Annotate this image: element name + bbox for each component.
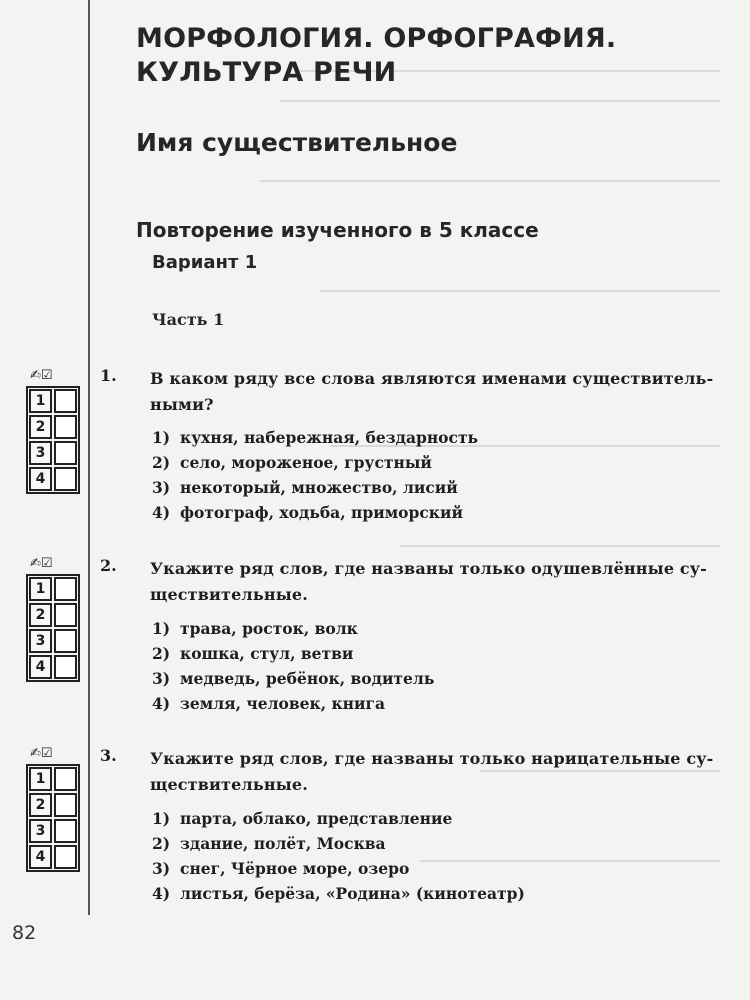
box-number: 3 <box>29 629 52 653</box>
section-title: Имя существительное <box>136 128 458 157</box>
question-number: 1. <box>100 366 117 385</box>
page-number: 82 <box>12 922 37 944</box>
answer-checkbox[interactable] <box>54 793 77 817</box>
question-text: Укажите ряд слов, где названы только нарицательные су-ществительные. <box>150 749 714 794</box>
variant-heading: Вариант 1 <box>152 252 258 273</box>
bleed-through-line <box>280 100 720 102</box>
question-number: 2. <box>100 556 117 575</box>
box-number: 3 <box>29 441 52 465</box>
answer-checkbox[interactable] <box>54 767 77 791</box>
options-list <box>152 806 525 906</box>
answer-checkbox[interactable] <box>54 845 77 869</box>
answer-checkbox[interactable] <box>54 819 77 843</box>
answer-checkbox[interactable] <box>54 655 77 679</box>
answer-grid <box>26 574 80 682</box>
options-list <box>152 616 434 716</box>
answer-checkbox[interactable] <box>54 389 77 413</box>
option: 2) кошка, стул, ветви <box>152 644 354 663</box>
question-text: В каком ряду все слова являются именами существитель-ными? <box>150 369 714 414</box>
box-number: 4 <box>29 467 52 491</box>
answer-checkbox[interactable] <box>54 467 77 491</box>
bleed-through-line <box>260 180 720 182</box>
box-number: 1 <box>29 577 52 601</box>
box-number: 1 <box>29 767 52 791</box>
chapter-title: МОРФОЛОГИЯ. ОРФОГРАФИЯ. КУЛЬТУРА РЕЧИ <box>136 23 617 88</box>
answer-checkbox[interactable] <box>54 577 77 601</box>
options-list <box>152 425 478 525</box>
answer-checkbox[interactable] <box>54 603 77 627</box>
bleed-through-line <box>320 290 720 292</box>
answer-grid <box>26 386 80 494</box>
box-number: 1 <box>29 389 52 413</box>
option: 3) медведь, ребёнок, водитель <box>152 669 435 688</box>
answer-checkbox[interactable] <box>54 441 77 465</box>
option: 1) кухня, набережная, бездарность <box>152 428 479 447</box>
question-text: Укажите ряд слов, где названы только одушевлённые су-ществительные. <box>150 559 707 604</box>
box-number: 2 <box>29 793 52 817</box>
box-number: 2 <box>29 603 52 627</box>
box-number: 3 <box>29 819 52 843</box>
margin-rule <box>88 0 90 915</box>
pencil-check-icon: ✍☑ <box>30 746 53 761</box>
option: 4) земля, человек, книга <box>152 694 386 713</box>
pencil-check-icon: ✍☑ <box>30 368 53 383</box>
option: 1) трава, росток, волк <box>152 619 358 638</box>
pencil-check-icon: ✍☑ <box>30 556 53 571</box>
option: 3) снег, Чёрное море, озеро <box>152 859 410 878</box>
answer-checkbox[interactable] <box>54 629 77 653</box>
question-number: 3. <box>100 746 117 765</box>
option: 2) село, мороженое, грустный <box>152 453 432 472</box>
box-number: 4 <box>29 655 52 679</box>
part-heading: Часть 1 <box>152 310 225 329</box>
option: 4) фотограф, ходьба, приморский <box>152 503 463 522</box>
option: 2) здание, полёт, Москва <box>152 834 386 853</box>
box-number: 2 <box>29 415 52 439</box>
box-number: 4 <box>29 845 52 869</box>
answer-checkbox[interactable] <box>54 415 77 439</box>
answer-grid <box>26 764 80 872</box>
option: 1) парта, облако, представление <box>152 809 453 828</box>
option: 3) некоторый, множество, лисий <box>152 478 458 497</box>
subsection-title: Повторение изученного в 5 классе <box>136 218 539 242</box>
bleed-through-line <box>400 545 720 547</box>
option: 4) листья, берёза, «Родина» (кинотеатр) <box>152 884 525 903</box>
